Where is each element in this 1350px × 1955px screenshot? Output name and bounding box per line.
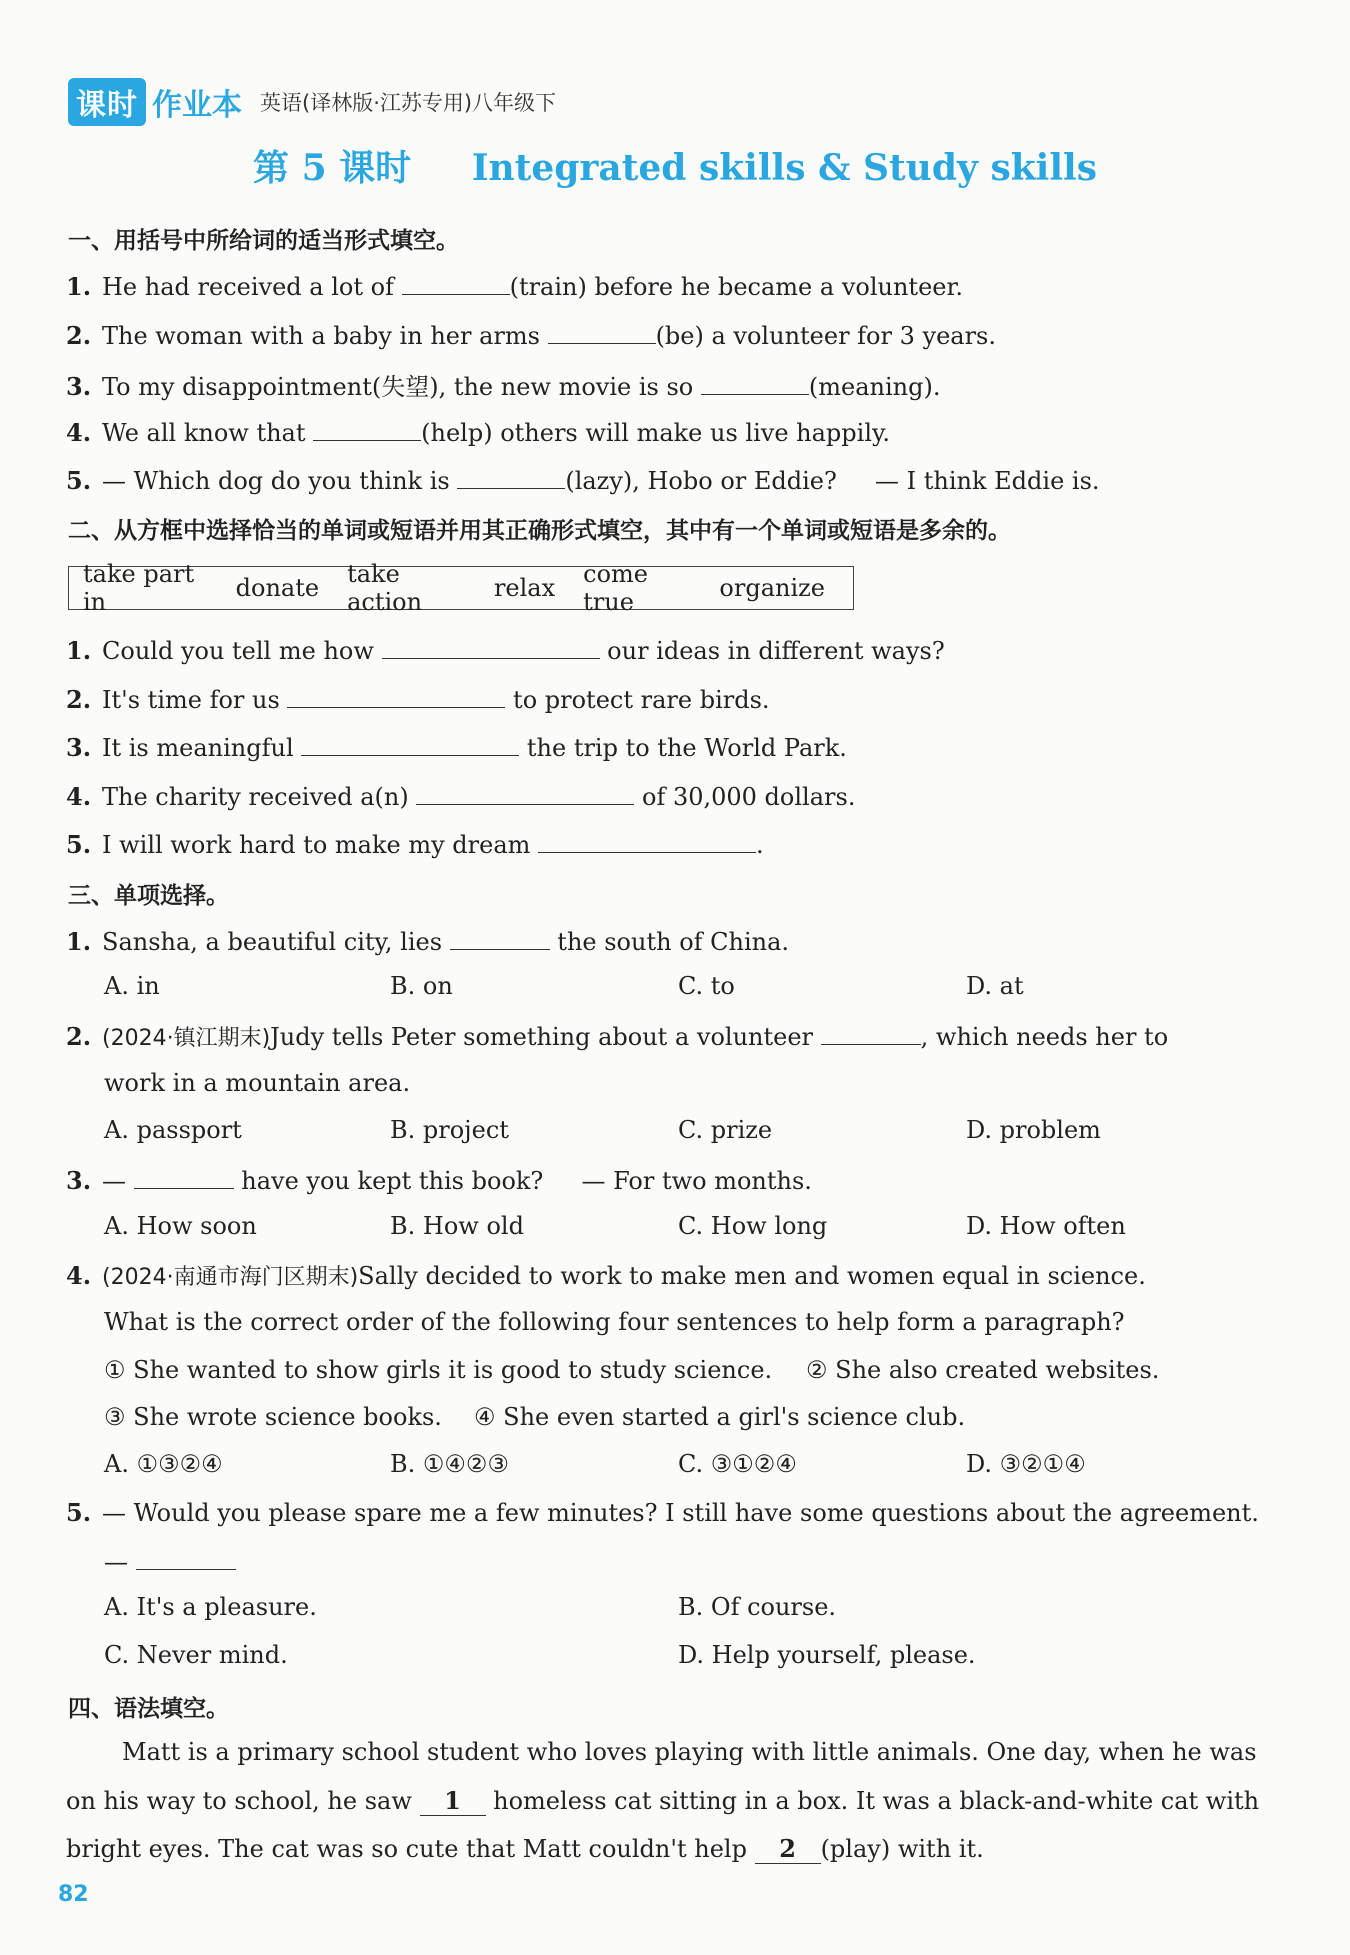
passage-line-2: on his way to school, he saw 1 homeless cat sitting in a box. It was a black-and-white cat with	[66, 1786, 1260, 1815]
s3-q3: 3. — have you kept this book? — For two months.	[66, 1166, 812, 1195]
answer-blank[interactable]	[382, 634, 600, 659]
answer-blank[interactable]	[402, 270, 510, 295]
answer-blank[interactable]	[450, 925, 550, 950]
option-d[interactable]: D. problem	[966, 1116, 1101, 1144]
s2-q5: 5. I will work hard to make my dream .	[66, 830, 764, 859]
option-b[interactable]: B. How old	[390, 1212, 524, 1240]
s2-q1: 1. Could you tell me how our ideas in different ways?	[66, 636, 945, 665]
lesson-name: Integrated skills & Study skills	[471, 147, 1097, 189]
page-number: 82	[58, 1882, 89, 1907]
answer-blank[interactable]	[457, 464, 565, 489]
word-option: organize	[719, 574, 825, 602]
option-b[interactable]: B. ①④②③	[390, 1450, 509, 1478]
source-note: (2024·南通市海门区期末)	[102, 1265, 359, 1290]
s1-q5: 5. — Which dog do you think is (lazy), Hobo or Eddie? — I think Eddie is.	[66, 466, 1100, 495]
sentence-1: ① She wanted to show girls it is good to study science.	[104, 1356, 773, 1384]
word-option: relax	[493, 574, 556, 602]
option-c[interactable]: C. ③①②④	[678, 1450, 797, 1478]
option-a[interactable]: A. in	[104, 972, 160, 1000]
header	[68, 78, 556, 126]
option-b[interactable]: B. Of course.	[678, 1593, 837, 1621]
option-a[interactable]: A. ①③②④	[104, 1450, 223, 1478]
s1-q4: 4. We all know that (help) others will make us live happily.	[66, 418, 890, 447]
sentence-2: ② She also created websites.	[806, 1356, 1160, 1384]
answer-blank[interactable]	[313, 416, 421, 441]
option-d[interactable]: D. at	[966, 972, 1024, 1000]
word-box	[68, 560, 854, 616]
option-c[interactable]: C. Never mind.	[104, 1641, 288, 1669]
answer-blank[interactable]	[136, 1545, 236, 1570]
s3-q5-reply: —	[104, 1545, 236, 1576]
option-c[interactable]: C. to	[678, 972, 735, 1000]
section3-heading: 三、单项选择。	[68, 883, 229, 909]
s3-q4-cont: What is the correct order of the following four sentences to help form a paragraph?	[104, 1308, 1125, 1336]
s1-q3: 3. To my disappointment(失望), the new movie is so (meaning).	[66, 372, 941, 401]
answer-blank[interactable]	[821, 1020, 921, 1045]
option-d[interactable]: D. How often	[966, 1212, 1126, 1240]
passage-line-3: bright eyes. The cat was so cute that Matt couldn't help 2 (play) with it.	[66, 1834, 984, 1863]
option-b[interactable]: B. project	[390, 1116, 509, 1144]
s1-q2: 2. The woman with a baby in her arms (be) a volunteer for 3 years.	[66, 321, 996, 350]
answer-blank[interactable]	[287, 683, 505, 708]
s3-q2-cont: work in a mountain area.	[104, 1069, 411, 1097]
sentence-3: ③ She wrote science books.	[104, 1403, 442, 1431]
source-note: (2024·镇江期末)	[102, 1026, 271, 1051]
answer-blank[interactable]	[134, 1164, 234, 1189]
s3-q4: 4. (2024·南通市海门区期末)Sally decided to work to make men and women equal in science.	[66, 1261, 1146, 1290]
word-option: come true	[583, 560, 648, 616]
s3-q1: 1. Sansha, a beautiful city, lies the south of China.	[66, 927, 790, 956]
word-option: take part in	[83, 560, 195, 616]
word-option: take action	[347, 560, 423, 616]
option-d[interactable]: D. ③②①④	[966, 1450, 1086, 1478]
option-c[interactable]: C. How long	[678, 1212, 828, 1240]
lesson-title	[0, 140, 1350, 191]
section4-heading: 四、语法填空。	[68, 1696, 229, 1722]
s3-q5: 5. — Would you please spare me a few minutes? I still have some questions about the agreement.	[66, 1498, 1259, 1527]
sentence-4: ④ She even started a girl's science club.	[474, 1403, 966, 1431]
logo-suffix: 作业本	[152, 88, 242, 123]
answer-blank[interactable]	[701, 370, 809, 395]
s3-q2: 2. (2024·镇江期末)Judy tells Peter something about a volunteer , which needs her to	[66, 1022, 1169, 1051]
passage-line-1: Matt is a primary school student who loves playing with little animals. One day, when he was	[122, 1738, 1257, 1766]
option-a[interactable]: A. How soon	[104, 1212, 257, 1240]
section2-heading: 二、从方框中选择恰当的单词或短语并用其正确形式填空，其中有一个单词或短语是多余的。	[68, 518, 1011, 544]
logo: 课时	[68, 78, 146, 126]
answer-blank[interactable]	[416, 780, 634, 805]
word-option: donate	[235, 574, 320, 602]
answer-blank[interactable]	[548, 319, 656, 344]
s2-q4: 4. The charity received a(n) of 30,000 dollars.	[66, 782, 856, 811]
answer-blank[interactable]	[301, 731, 519, 756]
s2-q3: 3. It is meaningful the trip to the World Park.	[66, 733, 847, 762]
book-title: 英语(译林版·江苏专用)八年级下	[260, 91, 557, 115]
answer-blank[interactable]	[538, 828, 756, 853]
section1-heading: 一、用括号中所给词的适当形式填空。	[68, 228, 459, 254]
option-a[interactable]: A. passport	[104, 1116, 242, 1144]
option-a[interactable]: A. It's a pleasure.	[104, 1593, 317, 1621]
blank-1[interactable]: 1	[420, 1786, 486, 1816]
option-d[interactable]: D. Help yourself, please.	[678, 1641, 976, 1669]
option-b[interactable]: B. on	[390, 972, 453, 1000]
s2-q2: 2. It's time for us to protect rare birds.	[66, 685, 770, 714]
blank-2[interactable]: 2	[755, 1834, 821, 1864]
option-c[interactable]: C. prize	[678, 1116, 773, 1144]
lesson-number: 第 5 课时	[253, 147, 412, 189]
s1-q1: 1. He had received a lot of (train) before he became a volunteer.	[66, 272, 963, 301]
